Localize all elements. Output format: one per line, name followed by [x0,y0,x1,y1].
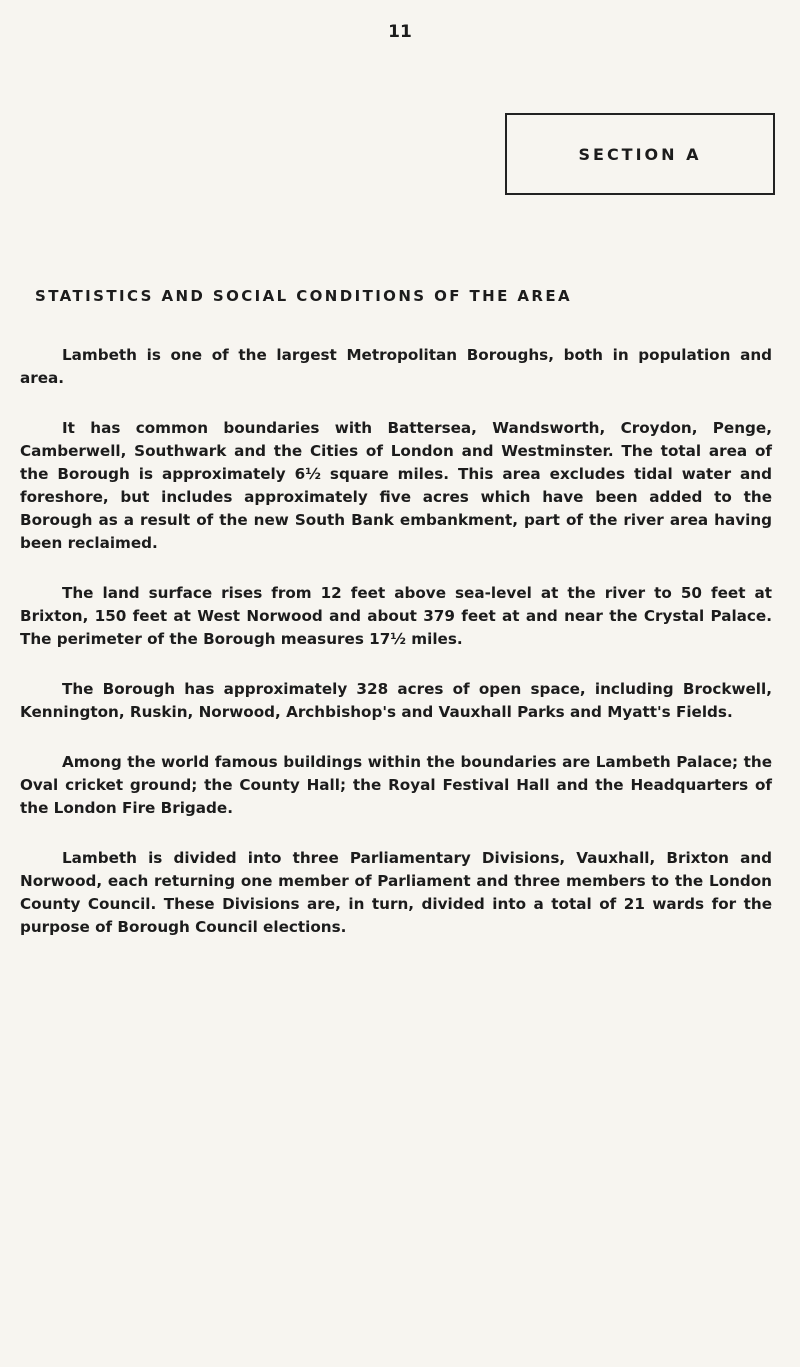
paragraph-divisions: Lambeth is divided into three Parliamentary Divisions, Vauxhall, Brixton and Norwood, each returning one member of Parliament and three members to the London County Council. These Divisions are, in turn, divided into a total of 21 wards for the purpose of Borough Council elections. [20,849,772,936]
paragraph-open-space: The Borough has approximately 328 acres of open space, including Brockwell, Kennington, Ruskin, Norwood, Archbishop's and Vauxhall Parks and Myatt's Fields. [20,680,772,721]
section-box [505,113,775,195]
section-heading: STATISTICS AND SOCIAL CONDITIONS OF THE AREA [35,287,573,305]
body-text [20,344,772,966]
paragraph-boundaries: It has common boundaries with Battersea, Wandsworth, Croydon, Penge, Camberwell, Southwark and the Cities of London and Westminster. The total area of the Borough is approximately 6½ square miles. This area excludes tidal water and foreshore, but includes approximately five acres which have been added to the Borough as a result of the new South Bank embankment, part of the river area having been reclaimed. [20,419,772,552]
section-label: SECTION A [578,144,702,164]
paragraph-buildings: Among the world famous buildings within the boundaries are Lambeth Palace; the Oval cricket ground; the County Hall; the Royal Festival Hall and the Headquarters of the London Fire Brigade. [20,753,772,817]
paragraph-intro: Lambeth is one of the largest Metropolitan Boroughs, both in population and area. [20,346,772,387]
page-number: 11 [388,22,412,42]
paragraph-land-surface: The land surface rises from 12 feet above sea-level at the river to 50 feet at Brixton, 150 feet at West Norwood and about 379 feet at and near the Crystal Palace. The perimeter of the Borough measures 17½ miles. [20,584,772,648]
